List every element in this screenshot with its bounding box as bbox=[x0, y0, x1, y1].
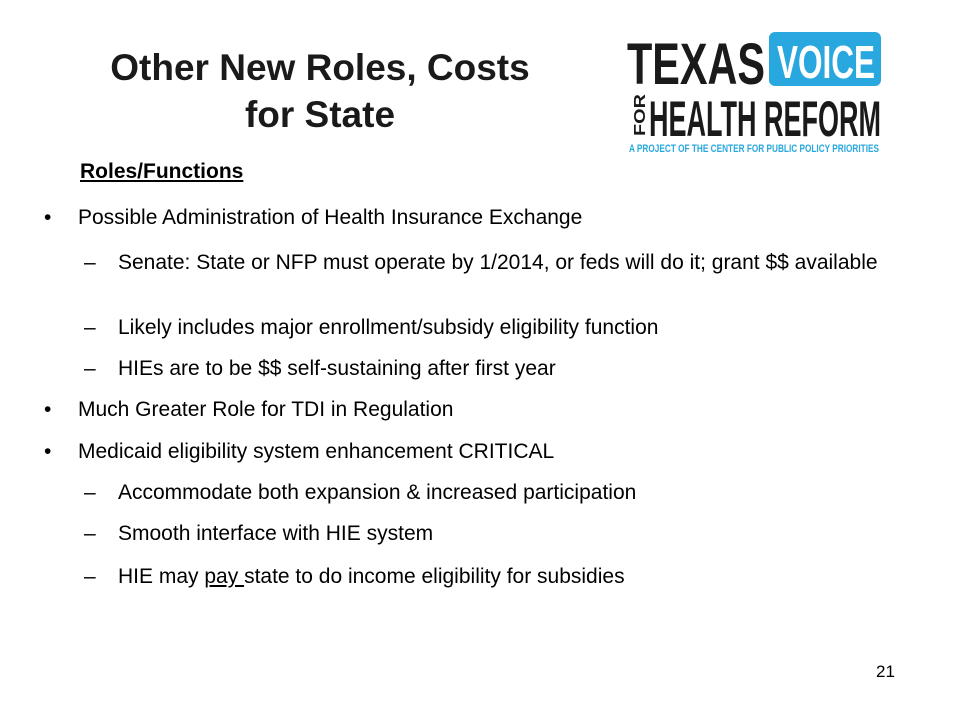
slide-number: 21 bbox=[876, 662, 895, 681]
sub-list-item bbox=[84, 251, 948, 274]
list-item-text: Much Greater Role for TDI in Regulation bbox=[78, 398, 454, 421]
sub-list-item-text: Senate: State or NFP must operate by 1/2014, or feds will do it; grant $$ available bbox=[118, 251, 878, 274]
list-item bbox=[44, 398, 454, 421]
list-item-text: Medicaid eligibility system enhancement CRITICAL bbox=[78, 440, 555, 463]
dash-marker: – bbox=[84, 251, 96, 274]
bullet-marker: • bbox=[44, 206, 52, 229]
logo-voice-text: VOICE bbox=[777, 36, 875, 88]
sub-list-item-text-start: HIE may bbox=[118, 565, 205, 588]
texas-voice-logo bbox=[625, 28, 895, 158]
sub-list-item-text-end: state to do income eligibility for subsidies bbox=[244, 565, 625, 588]
slide-title bbox=[60, 44, 580, 138]
sub-list-item-text: Accommodate both expansion & increased participation bbox=[118, 481, 637, 504]
dash-marker: – bbox=[84, 316, 96, 339]
sub-list-item bbox=[84, 481, 637, 504]
sub-list-item bbox=[84, 522, 434, 545]
sub-list-item-text: Smooth interface with HIE system bbox=[118, 522, 434, 545]
sub-list-item-text: Likely includes major enrollment/subsidy eligibility function bbox=[118, 316, 659, 339]
bullet-marker: • bbox=[44, 398, 52, 421]
sub-list-item-text: HIEs are to be $$ self-sustaining after first year bbox=[118, 357, 556, 380]
sub-list-item bbox=[84, 565, 625, 588]
list-item-text: Possible Administration of Health Insurance Exchange bbox=[78, 206, 583, 229]
sub-list-item bbox=[84, 316, 659, 339]
dash-marker: – bbox=[84, 481, 96, 504]
slide-title-line-2: for State bbox=[244, 94, 396, 135]
dash-marker: – bbox=[84, 522, 96, 545]
underlined-word: pay bbox=[204, 565, 245, 588]
dash-marker: – bbox=[84, 565, 96, 588]
sub-list-item bbox=[84, 357, 556, 380]
logo-for-text: FOR bbox=[632, 102, 649, 136]
section-heading: Roles/Functions bbox=[80, 160, 244, 183]
bullet-marker: • bbox=[44, 440, 52, 463]
dash-marker: – bbox=[84, 357, 96, 380]
slide-title-line-1: Other New Roles, Costs bbox=[110, 47, 530, 88]
list-item bbox=[44, 440, 555, 463]
list-item bbox=[44, 206, 583, 229]
logo-tagline-text: A PROJECT OF THE CENTER FOR PUBLIC POLICY PRIORITIES bbox=[629, 143, 879, 155]
texas-voice-logo-graphic bbox=[625, 28, 895, 158]
logo-health-reform-text: HEALTH REFORM bbox=[649, 91, 881, 147]
logo-texas-text: TEXAS bbox=[627, 32, 765, 97]
